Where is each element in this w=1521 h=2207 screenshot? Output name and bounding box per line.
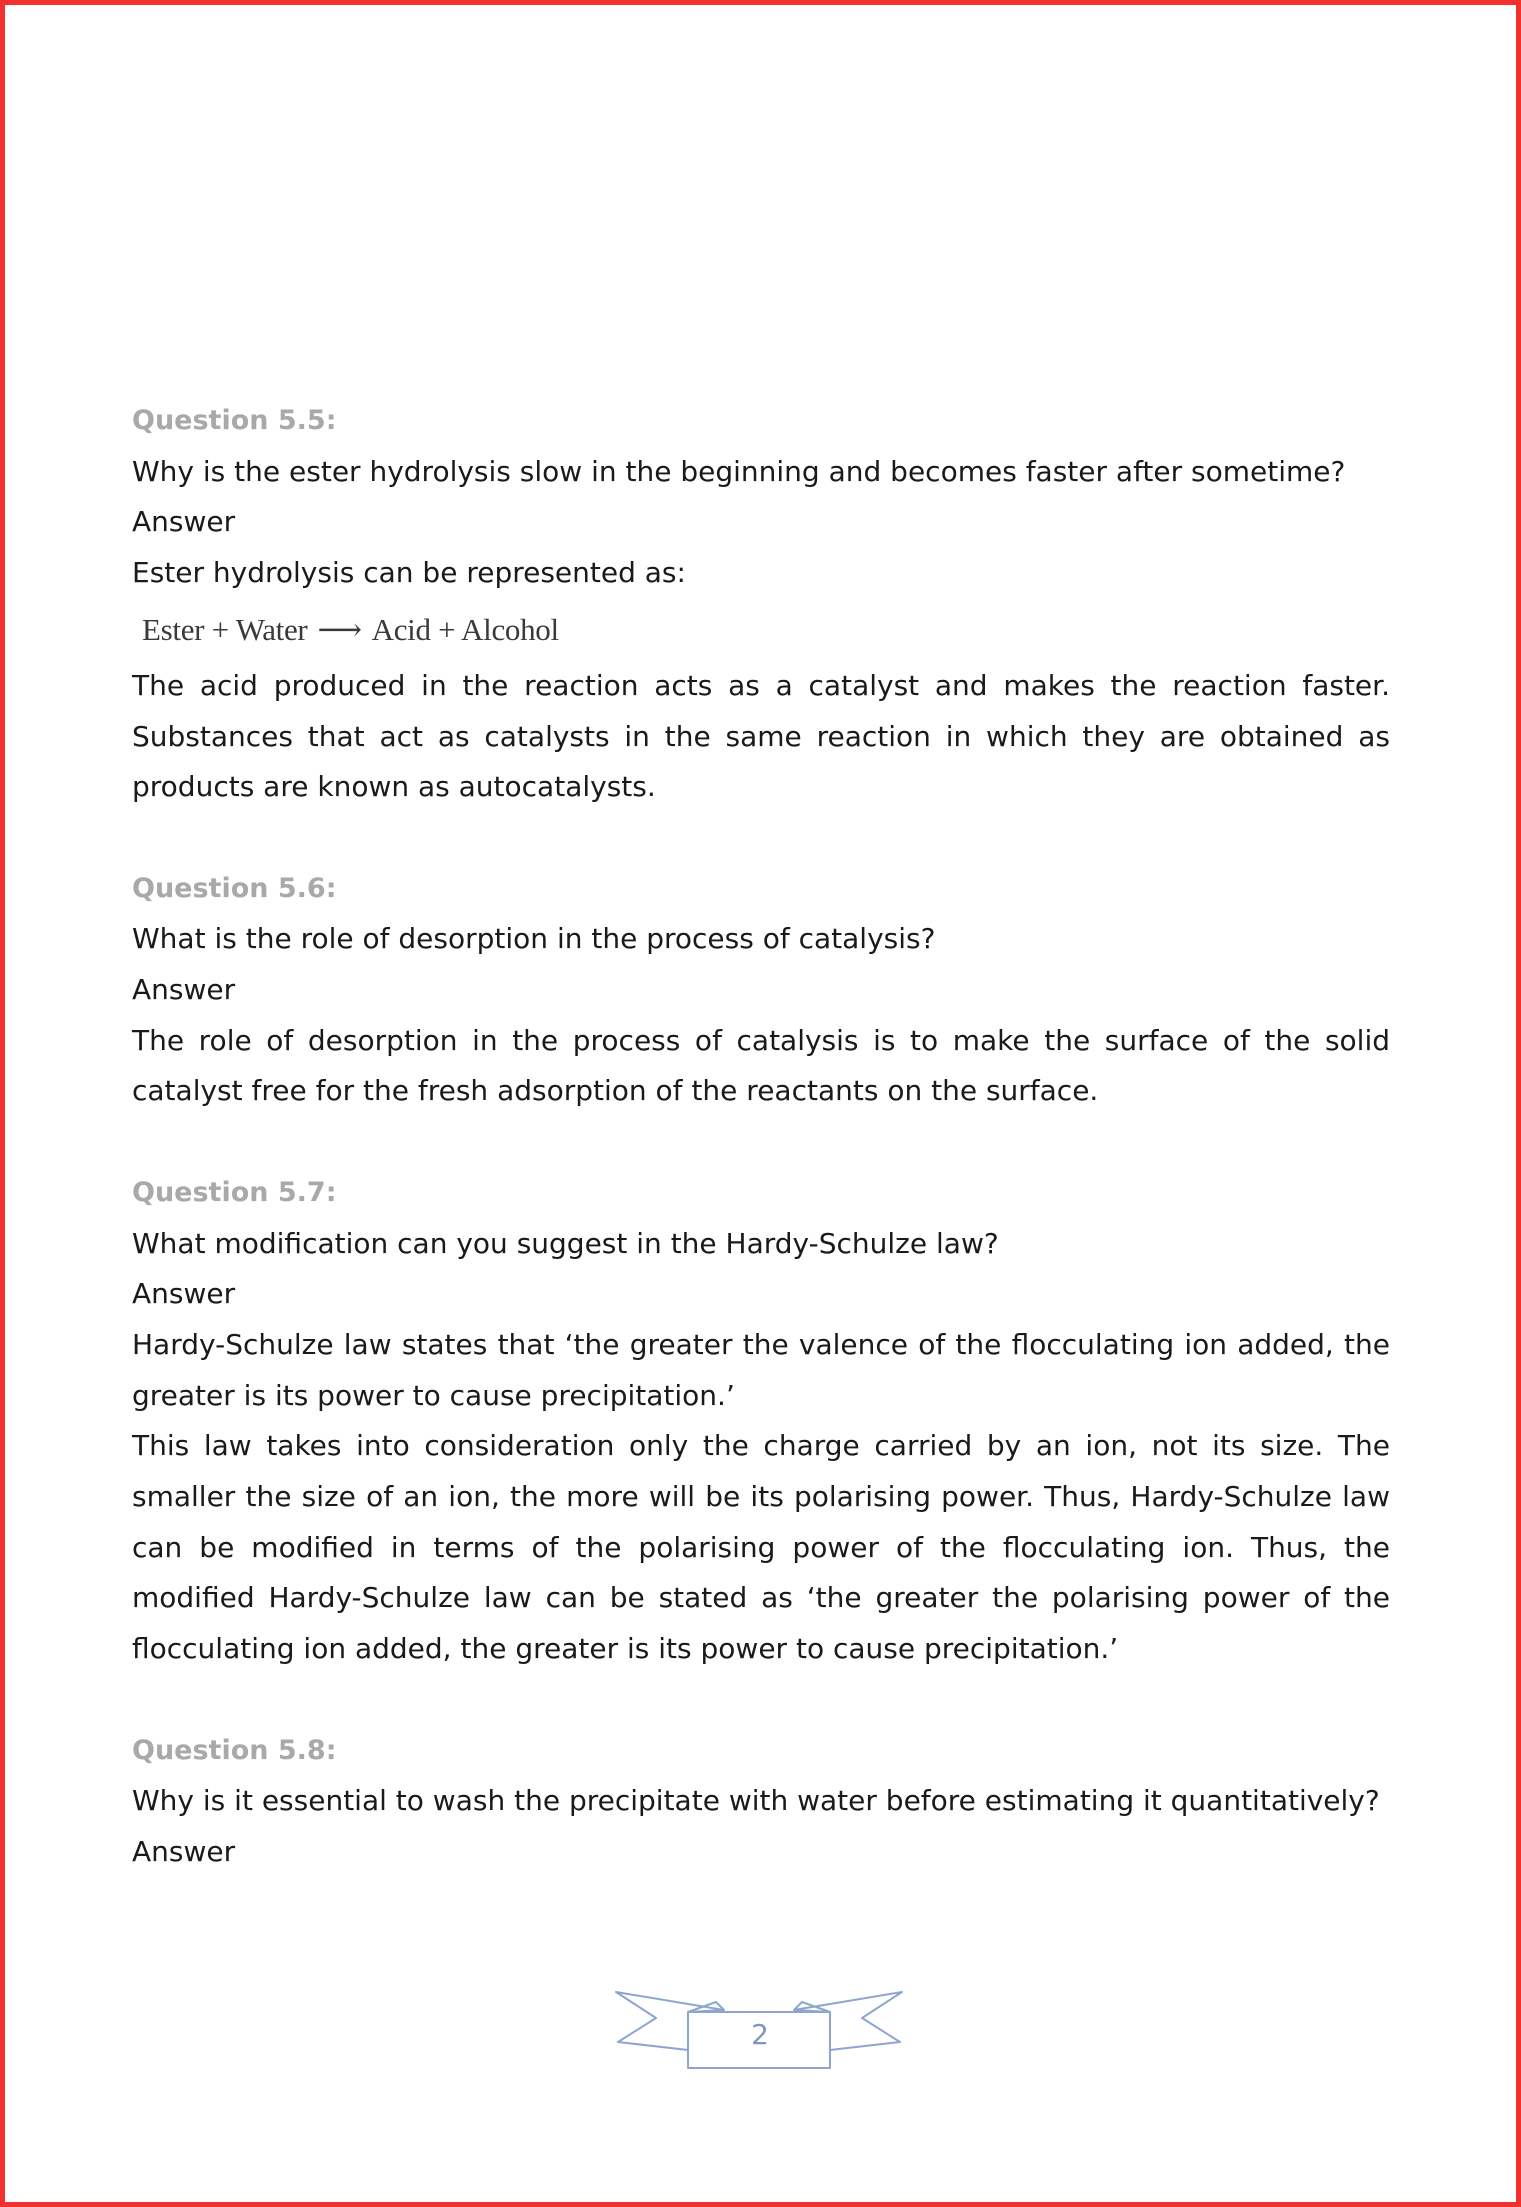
hydrolysis-equation bbox=[132, 599, 1390, 661]
question-5-6 bbox=[132, 864, 1390, 1118]
question-text: Why is it essential to wash the precipitate with water before estimating it quantitatively? bbox=[132, 1784, 1380, 1818]
question-text: Why is the ester hydrolysis slow in the beginning and becomes faster after sometime? bbox=[132, 454, 1346, 488]
answer-paragraph: The role of desorption in the process of catalysis is to make the surface of the solid catalyst free for the fresh adsorption of the reactants on the surface. bbox=[132, 1023, 1390, 1108]
spacer bbox=[132, 1675, 1390, 1726]
answer-label: Answer bbox=[132, 505, 236, 539]
question-5-8 bbox=[132, 1726, 1390, 1878]
answer-label: Answer bbox=[132, 973, 236, 1007]
question-text: What modification can you suggest in the Hardy-Schulze law? bbox=[132, 1226, 999, 1260]
equation-products: Acid + Alcohol bbox=[371, 611, 559, 647]
answer-paragraph: The acid produced in the reaction acts as a catalyst and makes the reaction faster. Substances that act as catalysts in the same reaction in which they are obtained as products are known as autocatalysts. bbox=[132, 668, 1390, 804]
question-heading: Question 5.5: bbox=[132, 405, 337, 436]
spacer bbox=[132, 1117, 1390, 1168]
answer-paragraph: Hardy-Schulze law states that ‘the greater the valence of the flocculating ion added, the greater is its power to cause precipitation.’ bbox=[132, 1327, 1390, 1412]
spacer bbox=[132, 813, 1390, 864]
question-heading: Question 5.6: bbox=[132, 872, 337, 904]
question-heading: Question 5.7: bbox=[132, 1176, 337, 1208]
question-heading: Question 5.8: bbox=[132, 1734, 337, 1766]
document-body bbox=[132, 396, 1390, 1878]
answer-label: Answer bbox=[132, 1834, 236, 1868]
answer-intro: Ester hydrolysis can be represented as: bbox=[132, 556, 686, 590]
page-number: 2 bbox=[751, 2018, 769, 2051]
question-text: What is the role of desorption in the process of catalysis? bbox=[132, 922, 936, 956]
question-5-5 bbox=[132, 396, 1390, 813]
answer-paragraph: This law takes into consideration only the charge carried by an ion, not its size. The smaller the size of an ion, the more will be its polarising power. Thus, Hardy-Schulze law can be modified in terms of the polarising power of the flocculating ion. Thus, the modified Hardy-Schulze law can be stated as ‘the greater the polarising power of the flocculating ion added, the greater is its power to cause precipitation.’ bbox=[132, 1429, 1390, 1666]
answer-label: Answer bbox=[132, 1277, 236, 1311]
question-5-7 bbox=[132, 1168, 1390, 1675]
reaction-arrow-icon: ⟶ bbox=[317, 611, 362, 647]
equation-reactants: Ester + Water bbox=[142, 611, 308, 647]
